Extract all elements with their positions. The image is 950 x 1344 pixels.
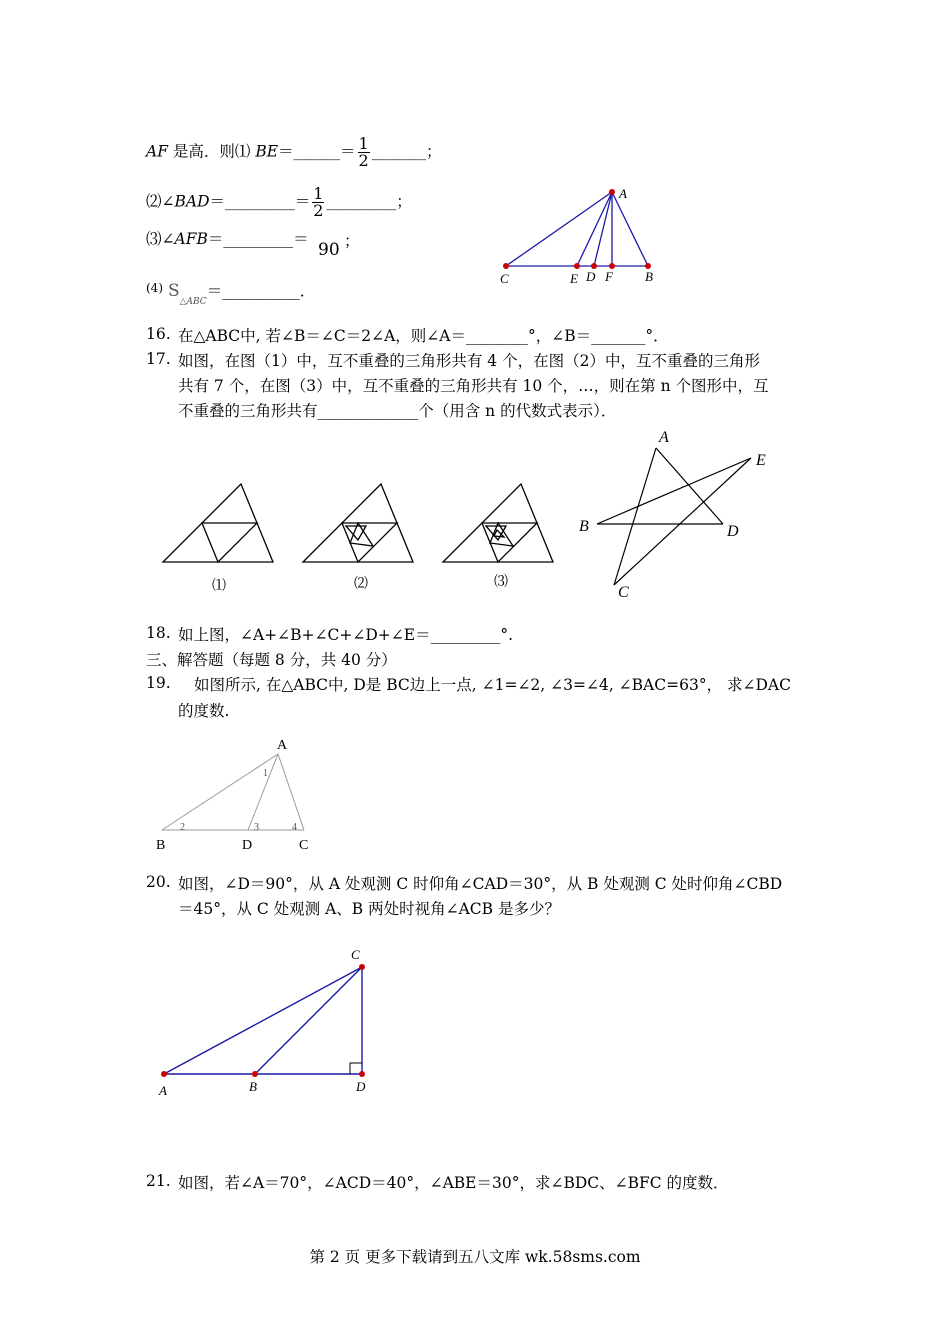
q15-point-a: [609, 189, 615, 195]
q15-label-e: E: [570, 271, 578, 286]
q15-fraction-1: $\frac{1}{2}$: [358, 134, 369, 170]
q15-blank2: _________；: [326, 192, 412, 211]
q20-label-a: A: [159, 1083, 167, 1098]
q17-line-1: 如图，在图（1）中，互不重叠的三角形共有 4 个，在图（2）中，互不重叠的三角形: [178, 352, 760, 370]
q15-l4-pre: (4): [146, 281, 163, 295]
q17-figure-1: [160, 478, 280, 598]
q19-line-2: 的度数.: [178, 702, 230, 720]
q19-number: 19.: [146, 674, 171, 692]
q15-intro: 是高．则⑴: [167, 142, 256, 161]
q19-angle-1: 1: [263, 768, 268, 779]
q20-label-c: C: [351, 947, 360, 962]
q17-line-2: 共有 7 个，在图（3）中，互不重叠的三角形共有 10 个，…，则在第 n 个图形中，互: [178, 377, 769, 395]
q19-label-c: C: [299, 838, 309, 853]
q15-area-s: S: [167, 281, 180, 301]
q20-label-b: B: [249, 1079, 257, 1094]
q15-blank1: _______；: [371, 142, 442, 161]
q19-triangle-figure: [150, 730, 330, 855]
q15-afb: AFB: [174, 230, 208, 248]
q18-star-figure: [575, 425, 780, 605]
q20-point-d: [359, 1071, 365, 1077]
q16-number: 16.: [146, 325, 171, 343]
q17-fig3-label: ⑶: [494, 575, 508, 590]
q15-point-e: [574, 263, 580, 269]
q15-seg-ab: [612, 192, 648, 266]
q21-text: 如图，若∠A＝70°，∠ACD＝40°，∠ABE＝30°，求∠BDC、∠BFC 的度数．: [178, 1174, 729, 1192]
q19-angle-2: 2: [180, 822, 185, 833]
q15-l3-pre: ⑶∠: [146, 230, 175, 248]
q15-bad: BAD: [174, 192, 210, 211]
q21-number: 21.: [146, 1172, 171, 1190]
q20-point-b: [252, 1071, 258, 1077]
q19-label-d: D: [242, 838, 253, 853]
q15-area-sub: △ABC: [179, 297, 207, 307]
q15-label-f: F: [605, 269, 613, 284]
q19-label-b: B: [156, 838, 166, 853]
q15-eq1: ＝______＝: [278, 142, 356, 161]
q18-label-e: E: [756, 452, 766, 469]
q19-angle-3: 3: [254, 822, 259, 833]
section-3-title: 三、解答题（每题 8 分，共 40 分）: [146, 651, 397, 669]
q15-label-d: D: [586, 269, 596, 284]
q15-be: BE: [255, 142, 279, 161]
q19-line-1: 如图所示, 在△ABC中, D是 BC边上一点, ∠1=∠2, ∠3=∠4, ∠BAC=63°， 求∠DAC: [194, 676, 791, 694]
q15-l3-end: ；: [344, 232, 360, 250]
q18-label-b: B: [579, 518, 589, 535]
q17-figure-2: [300, 478, 420, 598]
q15-label-a: A: [619, 186, 627, 201]
q18-label-c: C: [618, 584, 629, 601]
q15-triangle-figure: [495, 180, 670, 290]
q19-angle-4: 4: [292, 822, 297, 833]
q15-label-b: B: [645, 269, 653, 284]
q15-line4: [146, 280, 315, 305]
q15-point-c: [503, 263, 509, 269]
q15-label-c: C: [500, 271, 509, 286]
q15-eq4: ＝__________．: [206, 282, 316, 300]
q15-af: AF: [146, 142, 168, 161]
q17-line-3: 不重叠的三角形共有_____________个（用含 n 的代数式表示）．: [178, 402, 617, 420]
q20-line-2: ＝45°，从 C 处观测 A、B 两处时视角∠ACB 是多少？: [178, 900, 560, 918]
q20-number: 20.: [146, 873, 171, 891]
q18-label-d: D: [727, 523, 739, 540]
q19-label-a: A: [277, 738, 288, 753]
q20-line-1: 如图，∠D＝90°，从 A 处观测 C 时仰角∠CAD＝30°，从 B 处观测 C 处时仰角∠CBD: [178, 875, 783, 893]
q18-text: 如上图，∠A+∠B+∠C+∠D+∠E＝_________°.: [178, 626, 513, 644]
q18-number: 18.: [146, 624, 171, 642]
q20-right-triangle-figure: [150, 940, 385, 1105]
q20-point-c: [359, 964, 365, 970]
q15-fraction-2: $\frac{1}{2}$: [313, 184, 324, 220]
q15-line2: [146, 186, 412, 219]
q15-line3: [146, 228, 309, 250]
q17-fig2-label: ⑵: [354, 577, 368, 592]
q16-text: 在△ABC中, 若∠B＝∠C＝2∠A，则∠A＝________°，∠B＝_______°．: [178, 327, 669, 345]
q15-seg-ae: [577, 192, 612, 266]
q20-point-a: [161, 1071, 167, 1077]
page-footer: 第 2 页 更多下载请到五八文库 wk.58sms.com: [309, 1248, 641, 1266]
q15-eq2: ＝_________＝: [209, 192, 311, 211]
q15-l2-pre: ⑵∠: [146, 192, 175, 211]
q20-label-d: D: [356, 1079, 366, 1094]
q17-figure-3: [440, 478, 560, 598]
q17-fig1-label: ⑴: [212, 579, 226, 594]
q17-number: 17.: [146, 350, 171, 368]
q18-label-a: A: [659, 429, 669, 446]
q15-line1: [146, 136, 442, 169]
q15-eq3: ＝_________＝: [207, 230, 309, 248]
q15-90-value: 90: [318, 240, 340, 260]
